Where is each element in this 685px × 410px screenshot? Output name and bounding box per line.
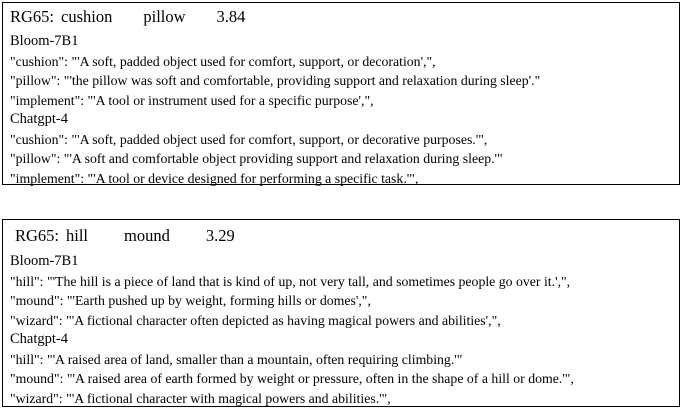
dataset-label: RG65: [15, 226, 60, 245]
model-name: Bloom-7B1 [10, 253, 79, 269]
dataset-label: RG65: [10, 7, 55, 26]
similarity-score: 3.29 [205, 226, 235, 245]
model-name: Chatgpt-4 [10, 111, 68, 127]
example-box-cushion-pillow [2, 2, 680, 185]
word-2: pillow [143, 7, 186, 26]
definition-line: "mound": "'A raised area of earth formed by weight or pressure, often in the shape of a hill or dome.'", [10, 371, 574, 386]
model-name: Chatgpt-4 [10, 331, 68, 347]
word-2: mound [124, 226, 170, 245]
definition-line: "mound": "'Earth pushed up by weight, forming hills or domes',", [10, 293, 371, 308]
definition-line: "cushion": "'A soft, padded object used for comfort, support, or decorative purposes.'", [10, 131, 488, 147]
word-1: hill [66, 226, 89, 245]
example-header [3, 7, 679, 27]
example-header [3, 226, 679, 246]
definition-line: "cushion": "'A soft, padded object used for comfort, support, or decoration',", [10, 53, 436, 69]
model-name: Bloom-7B1 [10, 33, 79, 49]
definition-line: "hill": "'A raised area of land, smaller than a mountain, often requiring climbing.'" [10, 351, 463, 367]
definition-line: "wizard": "'A fictional character with magical powers and abilities.'", [10, 390, 391, 406]
definition-line: "wizard": "'A fictional character often depicted as having magical powers and abilities',", [10, 312, 501, 328]
definition-line: "implement": "'A tool or device designed for performing a specific task.'", [10, 170, 419, 186]
definition-line: "pillow": "'the pillow was soft and comfortable, providing support and relaxation during sleep'." [10, 73, 541, 88]
definition-line: "implement": "'A tool or instrument used for a specific purpose',", [10, 92, 374, 108]
example-box-hill-mound [2, 219, 680, 407]
similarity-score: 3.84 [216, 7, 246, 26]
word-1: cushion [61, 7, 113, 26]
definition-line: "pillow": "'A soft and comfortable object providing support and relaxation during sleep.'" [10, 151, 503, 166]
definition-line: "hill": "'The hill is a piece of land that is kind of up, not very tall, and sometimes people go over it.',", [10, 273, 571, 289]
